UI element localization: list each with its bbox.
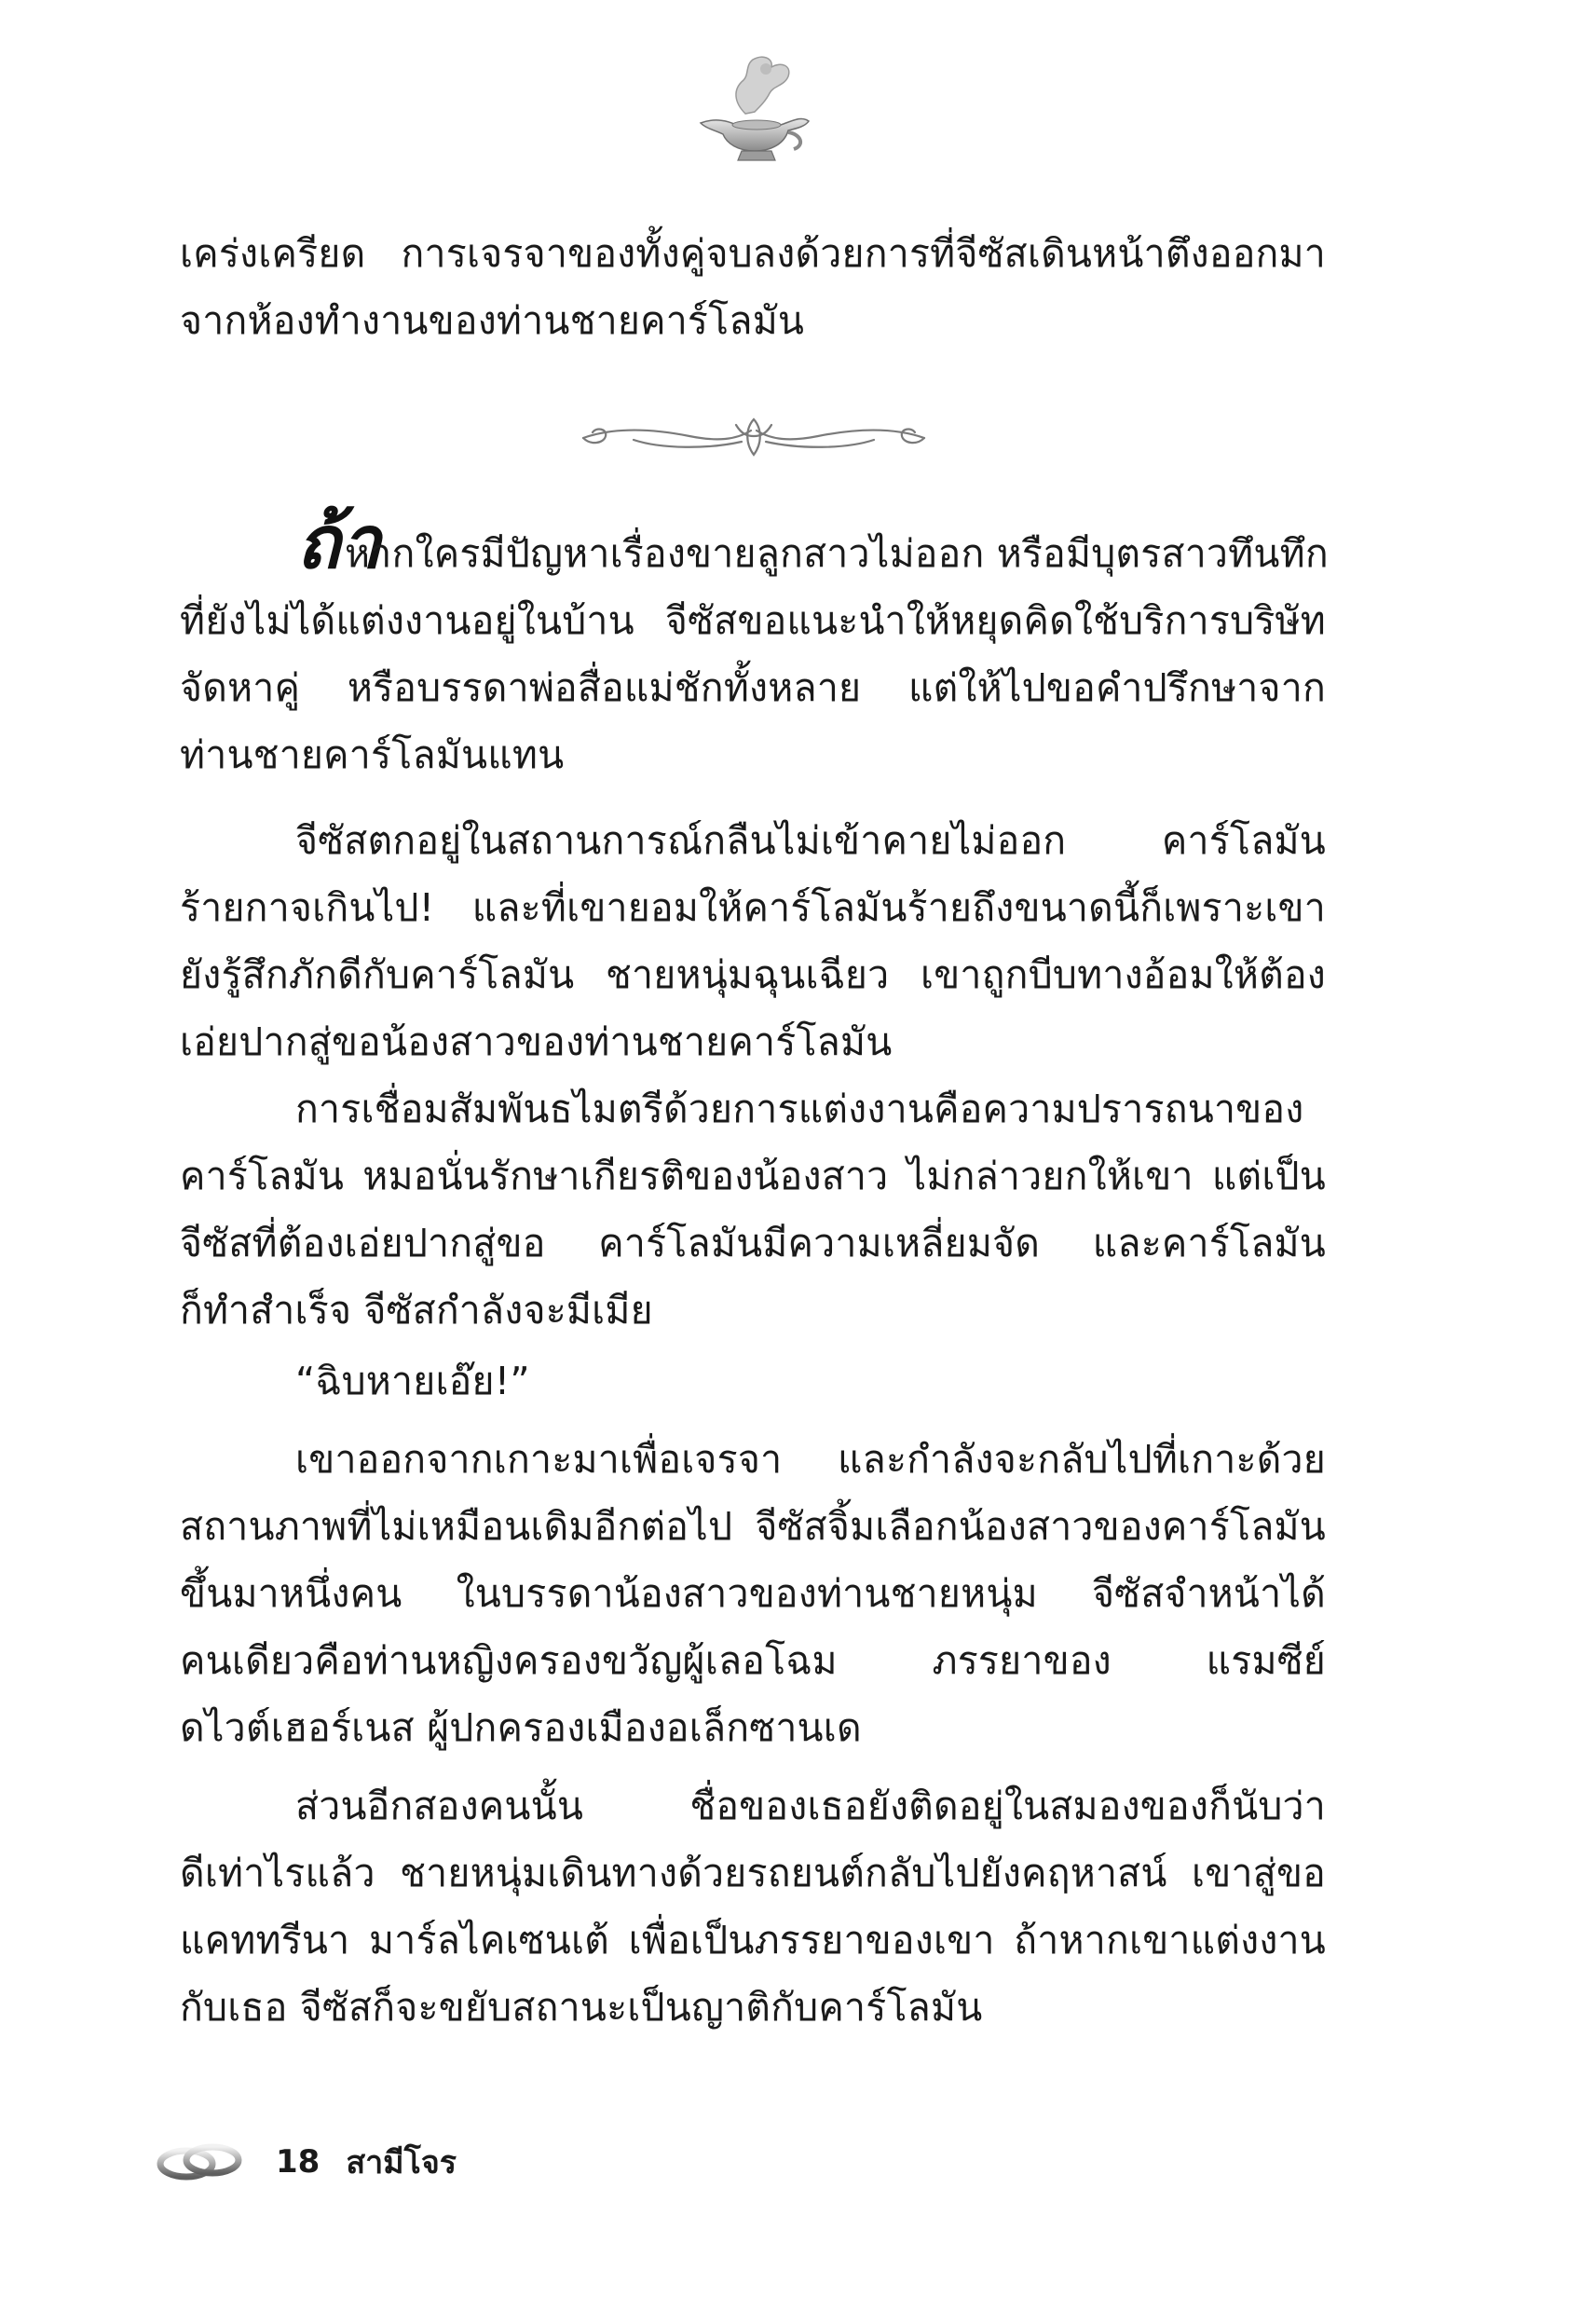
wedding-rings-icon (157, 2140, 242, 2184)
text-line: จีซัสตกอยู่ในสถานการณ์กลืนไม่เข้าคายไม่ออก คาร์โลมัน (295, 818, 1326, 863)
page-number: 18 (276, 2143, 321, 2181)
drop-cap: ถ้า (296, 501, 382, 585)
text-line: ที่ยังไม่ได้แต่งงานอยู่ในบ้าน จีซัสขอแนะนำให้หยุดคิดใช้บริการบริษัท (180, 598, 1326, 643)
text-line: เอ่ยปากสู่ขอน้องสาวของท่านชายคาร์โลมัน (180, 1019, 893, 1064)
text-line: ก็ทำสำเร็จ จีซัสกำลังจะมีเมีย (180, 1288, 653, 1333)
text-line: ยังรู้สึกภักดีกับคาร์โลมัน ชายหนุ่มฉุนเฉียว เขาถูกบีบทางอ้อมให้ต้อง (180, 952, 1326, 997)
text-line: ขึ้นมาหนึ่งคน ในบรรดาน้องสาวของท่านชายหนุ่ม จีซัสจำหน้าได้ (180, 1571, 1326, 1616)
text-line: ดไวต์เฮอร์เนส ผู้ปกครองเมืองอเล็กซานเด (180, 1705, 862, 1750)
text-line: เคร่งเครียด การเจรจาของทั้งคู่จบลงด้วยการที่จีซัสเดินหน้าตึงออกมา (180, 231, 1326, 276)
text-line: ดีเท่าไรแล้ว ชายหนุ่มเดินทางด้วยรถยนต์กลับไปยังคฤหาสน์ เขาสู่ขอ (180, 1851, 1326, 1895)
text-line: ร้ายกาจเกินไป! และที่เขายอมให้คาร์โลมันร้ายถึงขนาดนี้ก็เพราะเขา (180, 885, 1326, 930)
text-line: จีซัสที่ต้องเอ่ยปากสู่ขอ คาร์โลมันมีความเหลี่ยมจัด และคาร์โลมัน (180, 1221, 1326, 1265)
dialogue-line: “ฉิบหายเอ๊ย!” (295, 1359, 530, 1403)
ornamental-scroll-divider (578, 403, 930, 468)
text-line: แคททรีนา มาร์ลไคเซนเต้ เพื่อเป็นภรรยาของเขา ถ้าหากเขาแต่งงาน (180, 1918, 1326, 1962)
book-title: สามีโจร (346, 2144, 457, 2181)
text-line: กับเธอ จีซัสก็จะขยับสถานะเป็นญาติกับคาร์โลมัน (180, 1985, 983, 2030)
text-line: สถานภาพที่ไม่เหมือนเดิมอีกต่อไป จีซัสจิ้มเลือกน้องสาวของคาร์โลมัน (180, 1504, 1326, 1549)
genie-lamp-icon (688, 48, 816, 171)
text-line: คนเดียวคือท่านหญิงครองขวัญผู้เลอโฉม ภรรยาของ แรมซีย์ (180, 1638, 1326, 1683)
text-line: คาร์โลมัน หมอนั่นรักษาเกียรติของน้องสาว ไม่กล่าวยกให้เขา แต่เป็น (180, 1154, 1326, 1198)
text-line: การเชื่อมสัมพันธไมตรีด้วยการแต่งงานคือความปรารถนาของ (295, 1087, 1304, 1131)
text-line: ท่านชายคาร์โลมันแทน (180, 732, 565, 777)
page-footer (157, 2134, 457, 2190)
text-line: หากใครมีปัญหาเรื่องขายลูกสาวไม่ออก หรือมีบุตรสาวทึนทึก (345, 531, 1329, 576)
text-line: เขาออกจากเกาะมาเพื่อเจรจา และกำลังจะกลับไปที่เกาะด้วย (295, 1437, 1326, 1482)
text-line: จากห้องทำงานของท่านชายคาร์โลมัน (180, 298, 805, 343)
text-line: จัดหาคู่ หรือบรรดาพ่อสื่อแม่ชักทั้งหลาย แต่ให้ไปขอคำปรึกษาจาก (180, 665, 1326, 710)
text-line: ส่วนอีกสองคนนั้น ชื่อของเธอยังติดอยู่ในสมองของก็นับว่า (295, 1784, 1326, 1828)
